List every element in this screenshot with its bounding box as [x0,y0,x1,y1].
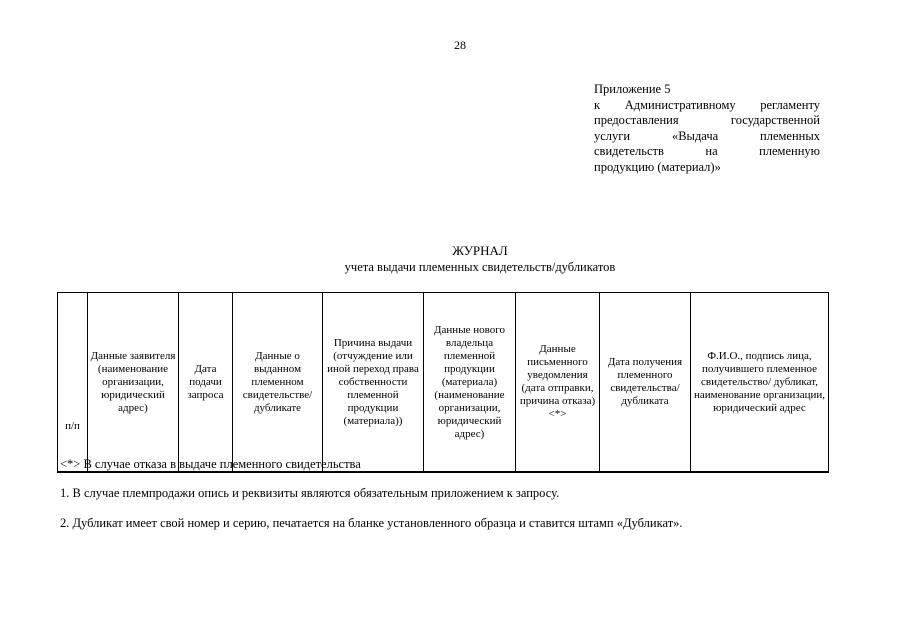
table-cell [516,472,600,473]
column-header: Причина выдачи (отчуждение или иной переход права собственности племенной продукции (материала)) [323,293,424,472]
appendix-block [594,82,820,175]
note-item: 2. Дубликат имеет свой номер и серию, печатается на бланке установленного образца и ставится штамп «Дубликат». [60,516,683,530]
appendix-line: к Административному регламенту [594,97,820,112]
table-cell [691,472,829,473]
column-header: Дата подачи запроса [179,293,233,472]
appendix-line: предоставления государственной [594,113,820,127]
column-header: Данные нового владельца племенной продукции (материала) (наименование организации, юридический адрес) [424,293,516,472]
column-header: Ф.И.О., подпись лица, получившего племенное свидетельство/ дубликат, наименование организации, юридический адрес [691,293,829,472]
page-number: 28 [454,38,466,52]
journal-subtitle: учета выдачи племенных свидетельств/дубликатов [344,260,616,274]
table-header-row [58,293,829,472]
column-header: Данные письменного уведомления (дата отправки, причина отказа) <*> [516,293,600,472]
table-cell [424,472,516,473]
journal-title: ЖУРНАЛ [452,243,508,258]
table-cell [600,472,691,473]
note-item: 1. В случае племпродажи опись и реквизиты являются обязательным приложением к запросу. [60,486,560,500]
appendix-line: свидетельств на племенную [594,144,820,158]
journal-table [57,292,829,473]
column-header: Данные о выданном племенном свидетельстве/ дубликате [233,293,323,472]
column-header: Дата получения племенного свидетельства/ дубликата [600,293,691,472]
footnote: <*> В случае отказа в выдаче племенного свидетельства [60,457,361,471]
column-header: п/п [58,293,88,472]
appendix-line: услуги «Выдача племенных [594,128,820,143]
column-header: Данные заявителя (наименование организации, юридический адрес) [88,293,179,472]
appendix-line: Приложение 5 [594,82,671,96]
appendix-line: продукцию (материал)» [594,159,721,174]
